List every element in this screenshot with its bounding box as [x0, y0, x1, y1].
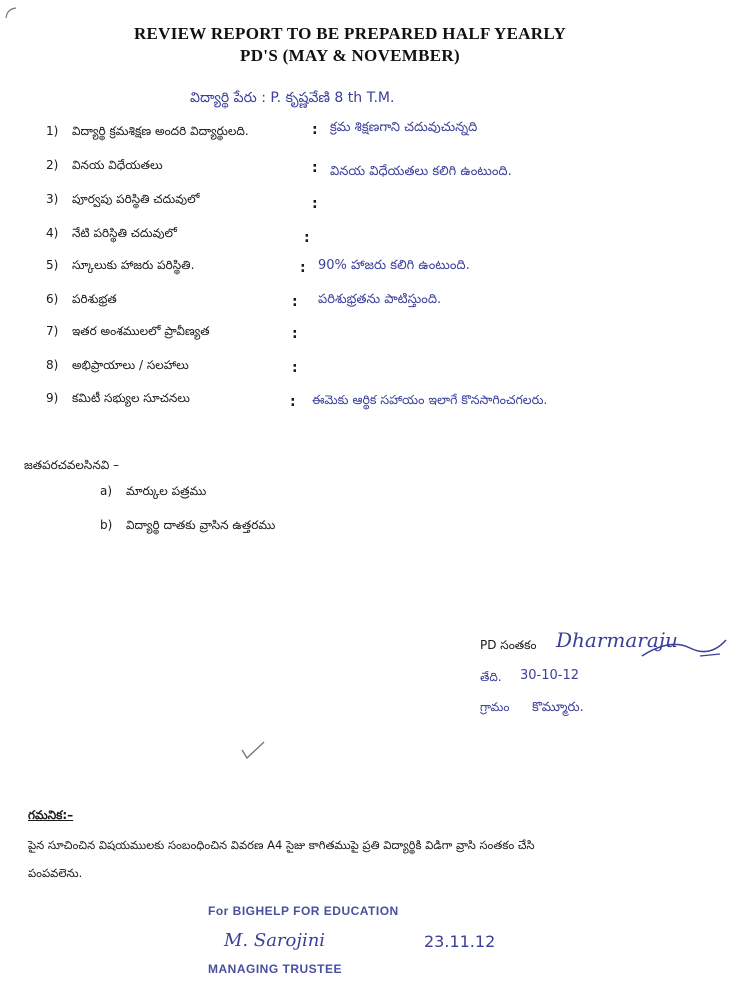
question-text: కమిటీ సభ్యుల సూచనలు	[72, 391, 190, 405]
village-value: కొమ్మూరు.	[532, 700, 584, 715]
note-heading: గమనిక:–	[28, 808, 74, 822]
enclosure-label: a)	[100, 484, 113, 498]
date-value: 30-10-12	[520, 668, 580, 683]
answer-colon: :	[290, 394, 296, 410]
stamp-org: For BIGHELP FOR EDUCATION	[208, 904, 399, 918]
answer-colon: :	[292, 326, 298, 342]
answer-colon: :	[292, 360, 298, 376]
answer-handwritten: పరిశుభ్రతను పాటిస్తుంది.	[318, 292, 442, 307]
answer-colon: :	[312, 160, 318, 176]
pd-signature-label: PD సంతకం	[480, 638, 537, 652]
answer-colon: :	[312, 196, 318, 212]
enclosure-text: మార్కుల పత్రము	[126, 484, 207, 498]
answer-handwritten: ఈమెకు ఆర్థిక సహాయం ఇలాగే కొనసాగించగలరు.	[312, 392, 548, 407]
answer-colon: :	[292, 294, 298, 310]
question-number: 4)	[46, 226, 59, 240]
signature-flourish-icon	[640, 630, 730, 664]
answer-handwritten: 90% హాజరు కలిగి ఉంటుంది.	[318, 258, 470, 273]
note-line1: పైన సూచించిన విషయములకు సంబంధించిన వివరణ A4 సైజు కాగితముపై ప్రతి విద్యార్థికి విడిగా వ్రాసి సంతకం చేసి	[28, 838, 535, 852]
enclosure-label: b)	[100, 518, 113, 532]
answer-handwritten: వినయ విధేయతలు కలిగి ఉంటుంది.	[330, 164, 512, 179]
question-number: 3)	[46, 192, 59, 206]
question-text: అభిప్రాయాలు / సలహాలు	[72, 358, 189, 372]
student-name-row	[190, 90, 394, 109]
student-name-label: విద్యార్థి పేరు :	[190, 90, 266, 106]
question-number: 5)	[46, 258, 59, 272]
pd-signature: Dharmaraju	[556, 628, 678, 652]
student-name-value: P. కృష్ణవేణి 8 th T.M.	[270, 90, 395, 106]
pen-tick-mark	[238, 738, 268, 764]
question-number: 6)	[46, 292, 59, 306]
question-number: 9)	[46, 391, 59, 405]
report-title-line2: PD'S (MAY & NOVEMBER)	[240, 46, 460, 65]
corner-scan-mark	[4, 6, 18, 20]
answer-colon: :	[304, 230, 310, 246]
answer-colon: :	[312, 122, 318, 138]
answer-colon: :	[300, 260, 306, 276]
enclosure-text: విద్యార్థి దాతకు వ్రాసిన ఉత్తరము	[126, 518, 276, 532]
report-title-line1: REVIEW REPORT TO BE PREPARED HALF YEARLY	[133, 24, 567, 43]
stamp-role: MANAGING TRUSTEE	[208, 962, 342, 976]
question-number: 7)	[46, 324, 59, 338]
question-text: పూర్వపు పరిస్థితి చదువులో	[72, 192, 200, 206]
trustee-signature: M. Sarojini	[224, 930, 326, 951]
question-text: ఇతర అంశములలో ప్రావీణ్యత	[72, 324, 210, 338]
question-number: 1)	[46, 124, 59, 138]
village-label: గ్రామం	[480, 700, 510, 714]
question-text: స్కూలుకు హాజరు పరిస్థితి.	[72, 258, 195, 272]
note-line2: పంపవలెను.	[28, 866, 83, 880]
enclosures-heading: జతపరచవలసినవి –	[24, 458, 120, 472]
stamp-date: 23.11.12	[424, 932, 496, 951]
question-text: విద్యార్థి క్రమశిక్షణ అందరి విద్యార్థులది.	[72, 124, 249, 138]
date-label: తేది.	[480, 670, 502, 684]
question-text: నేటి పరిస్థితి చదువులో	[72, 226, 177, 240]
question-number: 8)	[46, 358, 59, 372]
answer-handwritten: క్రమ శిక్షణగాని చదువుచున్నది	[330, 120, 478, 135]
question-text: వినయ విధేయతలు	[72, 158, 163, 172]
question-number: 2)	[46, 158, 59, 172]
question-text: పరిశుభ్రత	[72, 292, 117, 306]
